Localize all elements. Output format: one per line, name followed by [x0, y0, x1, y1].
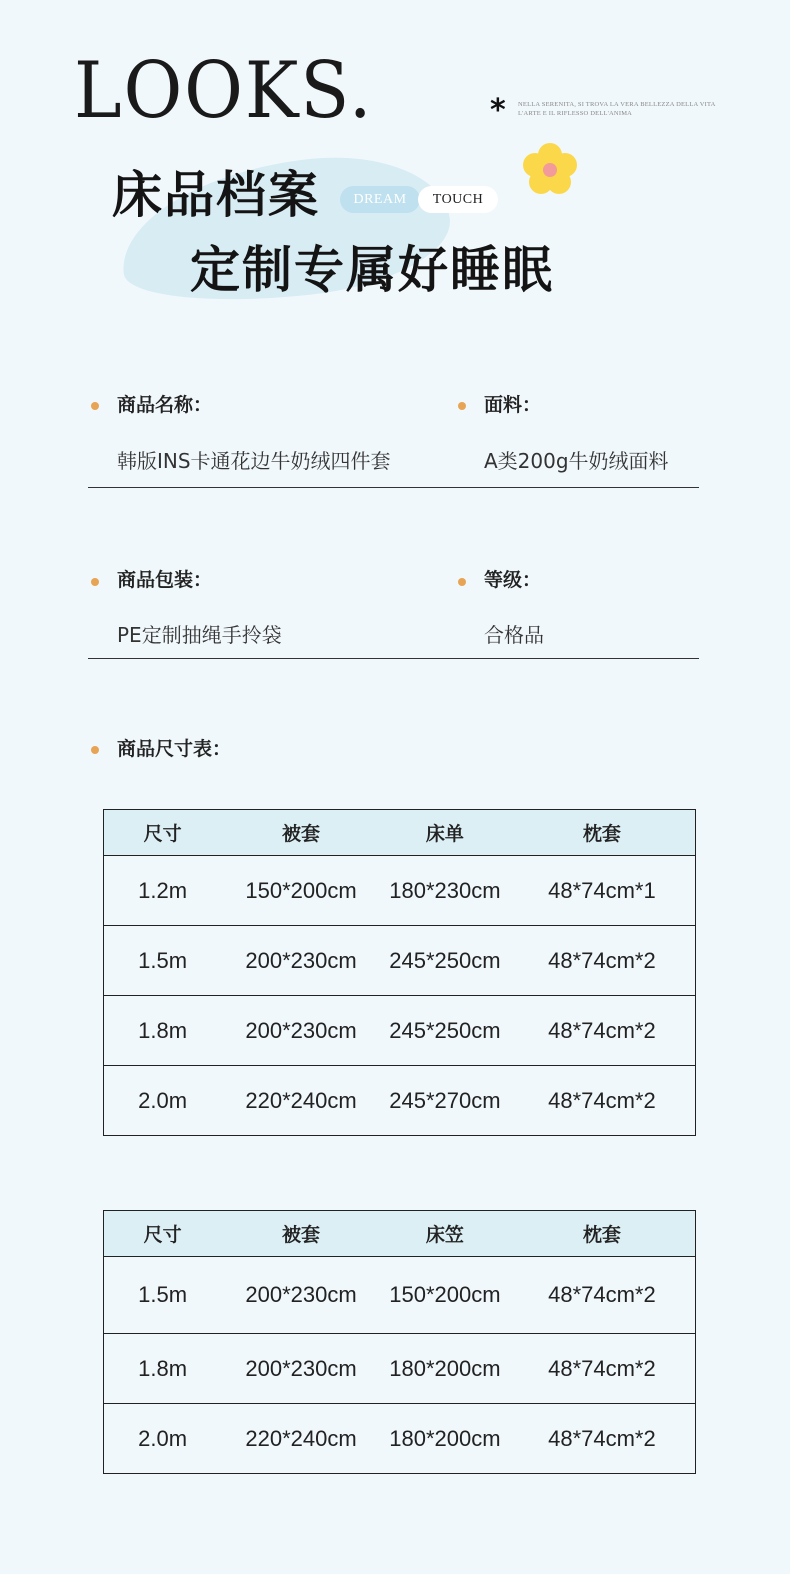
package-label: 商品包装：	[117, 569, 213, 591]
bullet-dot	[91, 746, 99, 754]
table-cell: 48*74cm*2	[509, 996, 696, 1066]
table-cell: 245*250cm	[381, 996, 509, 1066]
table-row	[104, 996, 696, 1066]
table-row	[104, 1404, 696, 1474]
table-header-cell: 枕套	[509, 810, 696, 856]
table-header-cell: 尺寸	[104, 1211, 222, 1257]
table-cell: 1.8m	[104, 1334, 222, 1404]
table-row	[104, 1334, 696, 1404]
table-cell: 48*74cm*2	[548, 1425, 656, 1451]
table-cell: 245*270cm	[389, 1087, 501, 1113]
table-header-row	[104, 810, 696, 856]
bullet-dot	[91, 578, 99, 586]
fabric-label: 面料：	[484, 394, 542, 416]
table-header-cell: 尺寸	[104, 810, 222, 856]
product-name-value: 韩版INS卡通花边牛奶绒四件套	[117, 449, 391, 473]
table-cell: 200*230cm	[221, 1257, 381, 1334]
table-cell: 180*200cm	[389, 1425, 501, 1451]
package-value: PE定制抽绳手拎袋	[117, 623, 282, 647]
tagline-line-2: L'ARTE E IL RIFLESSO DELL'ANIMA	[518, 110, 633, 118]
table-row	[104, 1257, 696, 1334]
table-header-cell: 床笠	[381, 1211, 509, 1257]
divider	[88, 487, 699, 488]
table-cell: 1.5m	[104, 926, 222, 996]
page-title-line-2: 定制专属好睡眠	[190, 241, 554, 299]
table-row	[104, 1066, 696, 1136]
table-cell: 48*74cm*2	[509, 1334, 696, 1404]
table-cell: 220*240cm	[245, 1425, 357, 1451]
table-cell: 200*230cm	[221, 1334, 381, 1404]
page-title-line-1: 床品档案	[112, 166, 320, 224]
table-header-cell: 被套	[221, 1211, 381, 1257]
table-cell: 1.5m	[104, 1257, 222, 1334]
pill-dream: DREAM	[340, 186, 420, 213]
table-row	[104, 926, 696, 996]
table-cell: 200*230cm	[221, 996, 381, 1066]
divider	[88, 658, 699, 659]
table-cell: 245*250cm	[381, 926, 509, 996]
table-cell: 48*74cm*2	[548, 1087, 656, 1113]
flower-icon	[522, 142, 578, 196]
table-cell: 220*240cm	[245, 1087, 357, 1113]
tagline	[518, 100, 718, 119]
bullet-dot	[91, 402, 99, 410]
asterisk-icon: *	[490, 93, 506, 128]
product-name-label: 商品名称：	[117, 394, 213, 416]
table-cell: 2.0m	[138, 1425, 188, 1451]
table-cell: 2.0m	[138, 1087, 188, 1113]
table-header-cell: 床单	[381, 810, 509, 856]
grade-value: 合格品	[484, 623, 544, 647]
size-table-fitted-sheet	[103, 1210, 696, 1474]
fabric-value: A类200g牛奶绒面料	[484, 449, 669, 473]
table-cell: 150*200cm	[221, 856, 381, 926]
table-cell: 48*74cm*2	[509, 926, 696, 996]
table-header-row	[104, 1211, 696, 1257]
table-cell: 180*230cm	[381, 856, 509, 926]
table-header-cell: 被套	[221, 810, 381, 856]
bullet-dot	[458, 402, 466, 410]
table-cell: 150*200cm	[381, 1257, 509, 1334]
tagline-line-1: NELLA SERENITA, SI TROVA LA VERA BELLEZZA DELLA VITA	[518, 101, 716, 108]
bullet-dot	[458, 578, 466, 586]
table-cell: 200*230cm	[221, 926, 381, 996]
table-cell: 1.2m	[104, 856, 222, 926]
pill-touch: TOUCH	[418, 186, 498, 213]
table-cell: 180*200cm	[381, 1334, 509, 1404]
table-cell: 48*74cm*2	[509, 1257, 696, 1334]
brand-logo: LOOKS.	[74, 46, 374, 136]
table-header-cell: 枕套	[509, 1211, 696, 1257]
table-row	[104, 856, 696, 926]
grade-label: 等级：	[484, 569, 542, 591]
size-chart-label: 商品尺寸表：	[117, 738, 232, 760]
table-cell: 48*74cm*1	[509, 856, 696, 926]
table-cell: 1.8m	[104, 996, 222, 1066]
size-table-sheet	[103, 809, 696, 1136]
